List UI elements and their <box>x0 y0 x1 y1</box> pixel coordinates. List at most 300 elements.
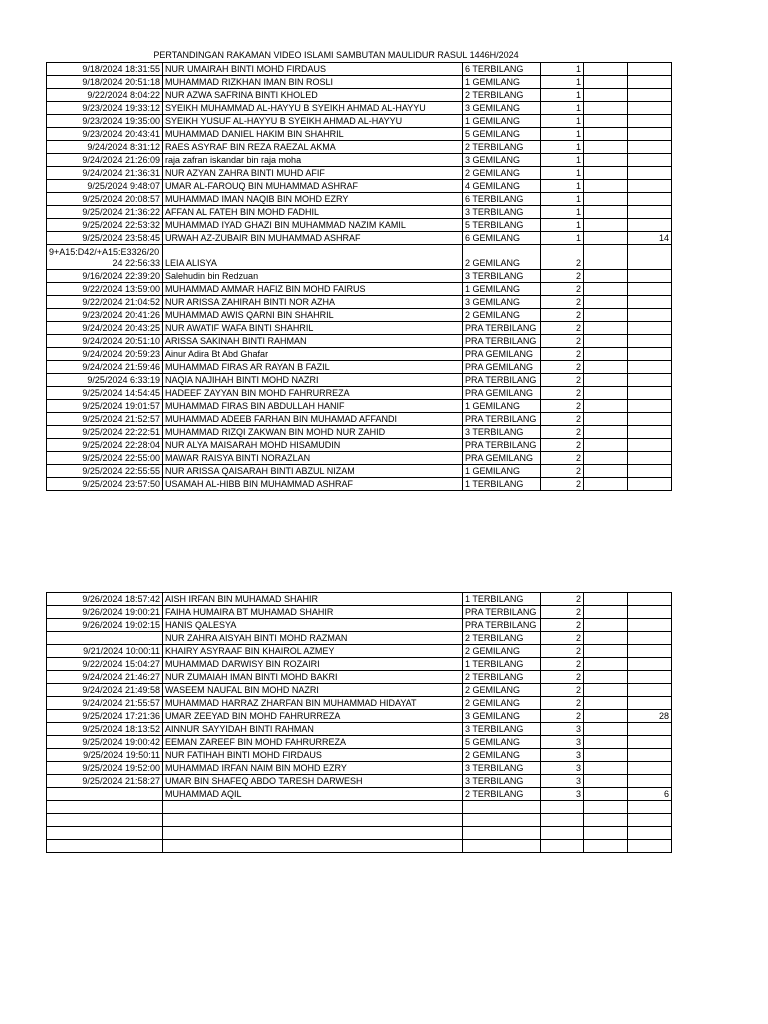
group-number-cell[interactable]: 1 <box>541 167 584 180</box>
blank-cell[interactable] <box>584 180 628 193</box>
blank-cell[interactable] <box>584 710 628 723</box>
group-number-cell[interactable]: 2 <box>541 439 584 452</box>
blank-cell[interactable] <box>584 296 628 309</box>
name-cell[interactable]: HADEEF ZAYYAN BIN MOHD FAHRURREZA <box>163 387 463 400</box>
timestamp-cell[interactable]: 9/25/2024 21:36:22 <box>47 206 163 219</box>
category-cell[interactable]: 2 GEMILANG <box>463 697 541 710</box>
blank-cell[interactable] <box>584 374 628 387</box>
blank-cell[interactable] <box>584 413 628 426</box>
blank-cell[interactable] <box>584 593 628 606</box>
group-number-cell[interactable]: 2 <box>541 245 584 270</box>
subtotal-cell[interactable] <box>628 128 672 141</box>
name-cell[interactable]: MUHAMMAD AWIS QARNI BIN SHAHRIL <box>163 309 463 322</box>
timestamp-cell[interactable] <box>47 840 163 853</box>
blank-cell[interactable] <box>584 827 628 840</box>
group-number-cell[interactable] <box>541 801 584 814</box>
blank-cell[interactable] <box>584 115 628 128</box>
name-cell[interactable]: NUR AZWA SAFRINA BINTI KHOLED <box>163 89 463 102</box>
name-cell[interactable]: NUR ARISSA QAISARAH BINTI ABZUL NIZAM <box>163 465 463 478</box>
blank-cell[interactable] <box>584 658 628 671</box>
subtotal-cell[interactable] <box>628 426 672 439</box>
timestamp-cell[interactable]: 9/22/2024 21:04:52 <box>47 296 163 309</box>
group-number-cell[interactable]: 3 <box>541 762 584 775</box>
category-cell[interactable]: 1 GEMILANG <box>463 283 541 296</box>
timestamp-cell[interactable]: 9/22/2024 15:04:27 <box>47 658 163 671</box>
group-number-cell[interactable]: 3 <box>541 736 584 749</box>
name-cell[interactable]: Ainur Adira Bt Abd Ghafar <box>163 348 463 361</box>
category-cell[interactable] <box>463 840 541 853</box>
category-cell[interactable]: 1 GEMILANG <box>463 115 541 128</box>
timestamp-cell[interactable]: 9/25/2024 23:57:50 <box>47 478 163 491</box>
blank-cell[interactable] <box>584 141 628 154</box>
category-cell[interactable]: 1 TERBILANG <box>463 593 541 606</box>
blank-cell[interactable] <box>584 167 628 180</box>
category-cell[interactable]: 3 TERBILANG <box>463 426 541 439</box>
timestamp-cell[interactable]: 9/24/2024 21:26:09 <box>47 154 163 167</box>
subtotal-cell[interactable] <box>628 413 672 426</box>
subtotal-cell[interactable] <box>628 193 672 206</box>
name-cell[interactable]: AFFAN AL FATEH BIN MOHD FADHIL <box>163 206 463 219</box>
blank-cell[interactable] <box>584 801 628 814</box>
subtotal-cell[interactable] <box>628 245 672 270</box>
blank-cell[interactable] <box>584 775 628 788</box>
name-cell[interactable]: MUHAMMAD FIRAS BIN ABDULLAH HANIF <box>163 400 463 413</box>
group-number-cell[interactable]: 2 <box>541 361 584 374</box>
blank-cell[interactable] <box>584 193 628 206</box>
name-cell[interactable]: NUR ZAHRA AISYAH BINTI MOHD RAZMAN <box>163 632 463 645</box>
blank-cell[interactable] <box>584 348 628 361</box>
subtotal-cell[interactable] <box>628 465 672 478</box>
group-number-cell[interactable]: 2 <box>541 400 584 413</box>
category-cell[interactable]: 2 GEMILANG <box>463 309 541 322</box>
category-cell[interactable]: PRA TERBILANG <box>463 322 541 335</box>
subtotal-cell[interactable] <box>628 154 672 167</box>
timestamp-cell[interactable]: 9/22/2024 8:04:22 <box>47 89 163 102</box>
category-cell[interactable]: PRA TERBILANG <box>463 374 541 387</box>
blank-cell[interactable] <box>584 245 628 270</box>
name-cell[interactable] <box>163 814 463 827</box>
group-number-cell[interactable]: 2 <box>541 309 584 322</box>
name-cell[interactable]: NUR ZUMAIAH IMAN BINTI MOHD BAKRI <box>163 671 463 684</box>
timestamp-cell[interactable]: 9/25/2024 22:55:00 <box>47 452 163 465</box>
timestamp-cell[interactable]: 9/21/2024 10:00:11 <box>47 645 163 658</box>
name-cell[interactable]: UMAR ZEEYAD BIN MOHD FAHRURREZA <box>163 710 463 723</box>
subtotal-cell[interactable] <box>628 736 672 749</box>
group-number-cell[interactable]: 3 <box>541 723 584 736</box>
blank-cell[interactable] <box>584 89 628 102</box>
timestamp-cell[interactable] <box>47 245 163 270</box>
category-cell[interactable]: 3 TERBILANG <box>463 270 541 283</box>
category-cell[interactable]: PRA TERBILANG <box>463 439 541 452</box>
category-cell[interactable]: 5 GEMILANG <box>463 128 541 141</box>
group-number-cell[interactable]: 2 <box>541 413 584 426</box>
subtotal-cell[interactable] <box>628 102 672 115</box>
group-number-cell[interactable]: 1 <box>541 154 584 167</box>
subtotal-cell[interactable] <box>628 335 672 348</box>
blank-cell[interactable] <box>584 309 628 322</box>
category-cell[interactable]: 3 GEMILANG <box>463 102 541 115</box>
subtotal-cell[interactable]: 28 <box>628 710 672 723</box>
subtotal-cell[interactable] <box>628 374 672 387</box>
category-cell[interactable]: 2 GEMILANG <box>463 245 541 270</box>
group-number-cell[interactable]: 2 <box>541 426 584 439</box>
blank-cell[interactable] <box>584 63 628 76</box>
group-number-cell[interactable]: 1 <box>541 141 584 154</box>
timestamp-cell[interactable]: 9/25/2024 21:58:27 <box>47 775 163 788</box>
subtotal-cell[interactable] <box>628 387 672 400</box>
name-cell[interactable]: RAES ASYRAF BIN REZA RAEZAL AKMA <box>163 141 463 154</box>
category-cell[interactable]: PRA GEMILANG <box>463 387 541 400</box>
timestamp-cell[interactable]: 9/24/2024 21:55:57 <box>47 697 163 710</box>
category-cell[interactable]: 2 TERBILANG <box>463 89 541 102</box>
group-number-cell[interactable]: 2 <box>541 374 584 387</box>
group-number-cell[interactable]: 1 <box>541 232 584 245</box>
subtotal-cell[interactable] <box>628 439 672 452</box>
group-number-cell[interactable]: 2 <box>541 296 584 309</box>
name-cell[interactable]: LEIA ALISYA <box>163 245 463 270</box>
timestamp-cell[interactable]: 9/26/2024 19:02:15 <box>47 619 163 632</box>
subtotal-cell[interactable] <box>628 296 672 309</box>
subtotal-cell[interactable] <box>628 671 672 684</box>
timestamp-cell[interactable]: 9/25/2024 22:28:04 <box>47 439 163 452</box>
blank-cell[interactable] <box>584 270 628 283</box>
name-cell[interactable]: SYEIKH MUHAMMAD AL-HAYYU B SYEIKH AHMAD AL-HAYYU <box>163 102 463 115</box>
subtotal-cell[interactable] <box>628 452 672 465</box>
category-cell[interactable]: 2 TERBILANG <box>463 141 541 154</box>
blank-cell[interactable] <box>584 736 628 749</box>
subtotal-cell[interactable] <box>628 619 672 632</box>
subtotal-cell[interactable] <box>628 180 672 193</box>
name-cell[interactable]: MUHAMMAD HARRAZ ZHARFAN BIN MUHAMMAD HIDAYAT <box>163 697 463 710</box>
timestamp-cell[interactable]: 9/24/2024 20:51:10 <box>47 335 163 348</box>
subtotal-cell[interactable] <box>628 400 672 413</box>
category-cell[interactable]: 2 TERBILANG <box>463 671 541 684</box>
name-cell[interactable]: MAWAR RAISYA BINTI NORAZLAN <box>163 452 463 465</box>
group-number-cell[interactable]: 3 <box>541 749 584 762</box>
blank-cell[interactable] <box>584 232 628 245</box>
group-number-cell[interactable]: 2 <box>541 335 584 348</box>
blank-cell[interactable] <box>584 478 628 491</box>
category-cell[interactable]: 1 GEMILANG <box>463 76 541 89</box>
name-cell[interactable]: NUR AZYAN ZAHRA BINTI MUHD AFIF <box>163 167 463 180</box>
group-number-cell[interactable]: 1 <box>541 206 584 219</box>
group-number-cell[interactable]: 1 <box>541 115 584 128</box>
subtotal-cell[interactable] <box>628 723 672 736</box>
category-cell[interactable] <box>463 801 541 814</box>
name-cell[interactable]: AISH IRFAN BIN MUHAMAD SHAHIR <box>163 593 463 606</box>
name-cell[interactable]: Salehudin bin Redzuan <box>163 270 463 283</box>
category-cell[interactable]: 4 GEMILANG <box>463 180 541 193</box>
subtotal-cell[interactable] <box>628 749 672 762</box>
name-cell[interactable]: UMAR AL-FAROUQ BIN MUHAMMAD ASHRAF <box>163 180 463 193</box>
blank-cell[interactable] <box>584 102 628 115</box>
blank-cell[interactable] <box>584 452 628 465</box>
timestamp-cell[interactable]: 9/18/2024 18:31:55 <box>47 63 163 76</box>
category-cell[interactable]: 6 TERBILANG <box>463 193 541 206</box>
group-number-cell[interactable]: 2 <box>541 452 584 465</box>
blank-cell[interactable] <box>584 632 628 645</box>
subtotal-cell[interactable] <box>628 658 672 671</box>
name-cell[interactable]: FAIHA HUMAIRA BT MUHAMAD SHAHIR <box>163 606 463 619</box>
timestamp-cell[interactable]: 9/26/2024 19:00:21 <box>47 606 163 619</box>
category-cell[interactable]: 2 TERBILANG <box>463 788 541 801</box>
blank-cell[interactable] <box>584 361 628 374</box>
category-cell[interactable]: 3 TERBILANG <box>463 775 541 788</box>
subtotal-cell[interactable] <box>628 684 672 697</box>
subtotal-cell[interactable] <box>628 775 672 788</box>
blank-cell[interactable] <box>584 426 628 439</box>
group-number-cell[interactable]: 3 <box>541 775 584 788</box>
name-cell[interactable]: EEMAN ZAREEF BIN MOHD FAHRURREZA <box>163 736 463 749</box>
group-number-cell[interactable]: 2 <box>541 632 584 645</box>
timestamp-cell[interactable]: 9/22/2024 13:59:00 <box>47 283 163 296</box>
timestamp-cell[interactable] <box>47 788 163 801</box>
timestamp-cell[interactable]: 9/26/2024 18:57:42 <box>47 593 163 606</box>
name-cell[interactable]: NUR AWATIF WAFA BINTI SHAHRIL <box>163 322 463 335</box>
group-number-cell[interactable]: 2 <box>541 710 584 723</box>
timestamp-cell[interactable]: 9/25/2024 19:52:00 <box>47 762 163 775</box>
timestamp-cell[interactable] <box>47 827 163 840</box>
group-number-cell[interactable]: 2 <box>541 322 584 335</box>
name-cell[interactable]: MUHAMMAD AQIL <box>163 788 463 801</box>
blank-cell[interactable] <box>584 814 628 827</box>
name-cell[interactable]: NUR ALYA MAISARAH MOHD HISAMUDIN <box>163 439 463 452</box>
name-cell[interactable]: AINNUR SAYYIDAH BINTI RAHMAN <box>163 723 463 736</box>
category-cell[interactable]: 2 GEMILANG <box>463 684 541 697</box>
name-cell[interactable]: HANIS QALESYA <box>163 619 463 632</box>
timestamp-cell[interactable]: 9/25/2024 17:21:36 <box>47 710 163 723</box>
blank-cell[interactable] <box>584 465 628 478</box>
category-cell[interactable]: 6 TERBILANG <box>463 63 541 76</box>
name-cell[interactable]: NUR FATIHAH BINTI MOHD FIRDAUS <box>163 749 463 762</box>
timestamp-cell[interactable]: 9/25/2024 14:54:45 <box>47 387 163 400</box>
name-cell[interactable]: USAMAH AL-HIBB BIN MUHAMMAD ASHRAF <box>163 478 463 491</box>
category-cell[interactable]: 3 GEMILANG <box>463 710 541 723</box>
timestamp-cell[interactable]: 9/24/2024 20:43:25 <box>47 322 163 335</box>
group-number-cell[interactable]: 1 <box>541 128 584 141</box>
timestamp-cell[interactable]: 9/25/2024 20:08:57 <box>47 193 163 206</box>
subtotal-cell[interactable] <box>628 206 672 219</box>
name-cell[interactable]: WASEEM NAUFAL BIN MOHD NAZRI <box>163 684 463 697</box>
blank-cell[interactable] <box>584 762 628 775</box>
name-cell[interactable]: UMAR BIN SHAFEQ ABDO TARESH DARWESH <box>163 775 463 788</box>
group-number-cell[interactable] <box>541 840 584 853</box>
name-cell[interactable]: MUHAMMAD DARWISY BIN ROZAIRI <box>163 658 463 671</box>
blank-cell[interactable] <box>584 788 628 801</box>
subtotal-cell[interactable] <box>628 478 672 491</box>
group-number-cell[interactable]: 1 <box>541 76 584 89</box>
subtotal-cell[interactable] <box>628 283 672 296</box>
group-number-cell[interactable]: 2 <box>541 283 584 296</box>
blank-cell[interactable] <box>584 697 628 710</box>
timestamp-cell[interactable]: 9/18/2024 20:51:18 <box>47 76 163 89</box>
category-cell[interactable]: 3 TERBILANG <box>463 206 541 219</box>
group-number-cell[interactable] <box>541 814 584 827</box>
subtotal-cell[interactable] <box>628 141 672 154</box>
group-number-cell[interactable]: 2 <box>541 645 584 658</box>
subtotal-cell[interactable] <box>628 606 672 619</box>
subtotal-cell[interactable] <box>628 645 672 658</box>
category-cell[interactable]: 1 TERBILANG <box>463 658 541 671</box>
name-cell[interactable] <box>163 840 463 853</box>
subtotal-cell[interactable] <box>628 322 672 335</box>
timestamp-cell[interactable]: 9/16/2024 22:39:20 <box>47 270 163 283</box>
category-cell[interactable]: 2 GEMILANG <box>463 167 541 180</box>
subtotal-cell[interactable] <box>628 361 672 374</box>
timestamp-cell[interactable]: 9/25/2024 9:48:07 <box>47 180 163 193</box>
group-number-cell[interactable]: 2 <box>541 270 584 283</box>
category-cell[interactable]: 3 GEMILANG <box>463 296 541 309</box>
group-number-cell[interactable]: 1 <box>541 180 584 193</box>
subtotal-cell[interactable] <box>628 762 672 775</box>
group-number-cell[interactable]: 1 <box>541 89 584 102</box>
timestamp-cell[interactable]: 9/24/2024 21:49:58 <box>47 684 163 697</box>
subtotal-cell[interactable] <box>628 115 672 128</box>
subtotal-cell[interactable] <box>628 167 672 180</box>
blank-cell[interactable] <box>584 283 628 296</box>
blank-cell[interactable] <box>584 606 628 619</box>
timestamp-cell[interactable]: 9/23/2024 19:35:00 <box>47 115 163 128</box>
category-cell[interactable]: PRA TERBILANG <box>463 413 541 426</box>
name-cell[interactable] <box>163 827 463 840</box>
name-cell[interactable]: MUHAMMAD RIZQI ZAKWAN BIN MOHD NUR ZAHID <box>163 426 463 439</box>
timestamp-cell[interactable]: 9/25/2024 22:53:32 <box>47 219 163 232</box>
group-number-cell[interactable]: 2 <box>541 348 584 361</box>
subtotal-cell[interactable] <box>628 827 672 840</box>
category-cell[interactable]: PRA GEMILANG <box>463 452 541 465</box>
blank-cell[interactable] <box>584 387 628 400</box>
subtotal-cell[interactable] <box>628 309 672 322</box>
blank-cell[interactable] <box>584 671 628 684</box>
category-cell[interactable]: 5 TERBILANG <box>463 219 541 232</box>
group-number-cell[interactable]: 1 <box>541 193 584 206</box>
timestamp-cell[interactable]: 9/25/2024 19:01:57 <box>47 400 163 413</box>
category-cell[interactable]: 1 TERBILANG <box>463 478 541 491</box>
category-cell[interactable]: PRA TERBILANG <box>463 335 541 348</box>
timestamp-cell[interactable]: 9/23/2024 19:33:12 <box>47 102 163 115</box>
category-cell[interactable]: 1 GEMILANG <box>463 400 541 413</box>
category-cell[interactable]: 3 TERBILANG <box>463 762 541 775</box>
name-cell[interactable]: NAQIA NAJIHAH BINTI MOHD NAZRI <box>163 374 463 387</box>
subtotal-cell[interactable] <box>628 840 672 853</box>
group-number-cell[interactable]: 2 <box>541 387 584 400</box>
subtotal-cell[interactable] <box>628 89 672 102</box>
group-number-cell[interactable]: 1 <box>541 219 584 232</box>
name-cell[interactable]: KHAIRY ASYRAAF BIN KHAIROL AZMEY <box>163 645 463 658</box>
blank-cell[interactable] <box>584 154 628 167</box>
name-cell[interactable]: MUHAMMAD IYAD GHAZI BIN MUHAMMAD NAZIM KAMIL <box>163 219 463 232</box>
name-cell[interactable]: NUR UMAIRAH BINTI MOHD FIRDAUS <box>163 63 463 76</box>
group-number-cell[interactable]: 2 <box>541 619 584 632</box>
timestamp-cell[interactable]: 9/24/2024 21:36:31 <box>47 167 163 180</box>
subtotal-cell[interactable] <box>628 593 672 606</box>
name-cell[interactable]: URWAH AZ-ZUBAIR BIN MUHAMMAD ASHRAF <box>163 232 463 245</box>
name-cell[interactable]: MUHAMMAD ADEEB FARHAN BIN MUHAMAD AFFANDI <box>163 413 463 426</box>
category-cell[interactable]: 3 TERBILANG <box>463 723 541 736</box>
group-number-cell[interactable]: 3 <box>541 788 584 801</box>
name-cell[interactable]: ARISSA SAKINAH BINTI RAHMAN <box>163 335 463 348</box>
name-cell[interactable]: NUR ARISSA ZAHIRAH BINTI NOR AZHA <box>163 296 463 309</box>
category-cell[interactable]: PRA GEMILANG <box>463 348 541 361</box>
blank-cell[interactable] <box>584 335 628 348</box>
category-cell[interactable]: 6 GEMILANG <box>463 232 541 245</box>
timestamp-cell[interactable]: 9/24/2024 8:31:12 <box>47 141 163 154</box>
category-cell[interactable]: 1 GEMILANG <box>463 465 541 478</box>
name-cell[interactable]: raja zafran iskandar bin raja moha <box>163 154 463 167</box>
timestamp-cell[interactable]: 9/24/2024 21:46:27 <box>47 671 163 684</box>
subtotal-cell[interactable] <box>628 76 672 89</box>
timestamp-cell[interactable]: 9/25/2024 23:58:45 <box>47 232 163 245</box>
group-number-cell[interactable]: 2 <box>541 593 584 606</box>
group-number-cell[interactable]: 2 <box>541 658 584 671</box>
timestamp-cell[interactable]: 9/24/2024 21:59:46 <box>47 361 163 374</box>
blank-cell[interactable] <box>584 206 628 219</box>
group-number-cell[interactable]: 2 <box>541 697 584 710</box>
subtotal-cell[interactable] <box>628 697 672 710</box>
name-cell[interactable]: MUHAMMAD FIRAS AR RAYAN B FAZIL <box>163 361 463 374</box>
blank-cell[interactable] <box>584 128 628 141</box>
timestamp-cell[interactable]: 9/25/2024 6:33:19 <box>47 374 163 387</box>
subtotal-cell[interactable] <box>628 632 672 645</box>
timestamp-cell[interactable]: 9/23/2024 20:43:41 <box>47 128 163 141</box>
timestamp-cell[interactable]: 9/25/2024 21:52:57 <box>47 413 163 426</box>
name-cell[interactable]: MUHAMMAD AMMAR HAFIZ BIN MOHD FAIRUS <box>163 283 463 296</box>
blank-cell[interactable] <box>584 219 628 232</box>
category-cell[interactable]: PRA TERBILANG <box>463 619 541 632</box>
group-number-cell[interactable]: 2 <box>541 478 584 491</box>
group-number-cell[interactable]: 1 <box>541 63 584 76</box>
timestamp-cell[interactable] <box>47 814 163 827</box>
subtotal-cell[interactable] <box>628 63 672 76</box>
subtotal-cell[interactable]: 14 <box>628 232 672 245</box>
group-number-cell[interactable]: 2 <box>541 465 584 478</box>
name-cell[interactable]: MUHAMMAD DANIEL HAKIM BIN SHAHRIL <box>163 128 463 141</box>
name-cell[interactable]: MUHAMMAD RIZKHAN IMAN BIN ROSLI <box>163 76 463 89</box>
timestamp-cell[interactable] <box>47 632 163 645</box>
timestamp-cell[interactable]: 9/25/2024 19:00:42 <box>47 736 163 749</box>
group-number-cell[interactable]: 1 <box>541 102 584 115</box>
subtotal-cell[interactable] <box>628 348 672 361</box>
blank-cell[interactable] <box>584 684 628 697</box>
group-number-cell[interactable] <box>541 827 584 840</box>
blank-cell[interactable] <box>584 400 628 413</box>
subtotal-cell[interactable] <box>628 801 672 814</box>
timestamp-cell[interactable]: 9/25/2024 22:55:55 <box>47 465 163 478</box>
blank-cell[interactable] <box>584 439 628 452</box>
timestamp-cell[interactable]: 9/24/2024 20:59:23 <box>47 348 163 361</box>
category-cell[interactable]: 3 GEMILANG <box>463 154 541 167</box>
category-cell[interactable]: 2 TERBILANG <box>463 632 541 645</box>
category-cell[interactable]: 2 GEMILANG <box>463 645 541 658</box>
group-number-cell[interactable]: 2 <box>541 606 584 619</box>
blank-cell[interactable] <box>584 840 628 853</box>
group-number-cell[interactable]: 2 <box>541 671 584 684</box>
timestamp-cell[interactable]: 9/25/2024 22:22:51 <box>47 426 163 439</box>
timestamp-cell[interactable]: 9/25/2024 18:13:52 <box>47 723 163 736</box>
category-cell[interactable] <box>463 827 541 840</box>
blank-cell[interactable] <box>584 322 628 335</box>
timestamp-cell[interactable]: 9/23/2024 20:41:26 <box>47 309 163 322</box>
timestamp-cell[interactable]: 9/25/2024 19:50:11 <box>47 749 163 762</box>
subtotal-cell[interactable] <box>628 814 672 827</box>
blank-cell[interactable] <box>584 723 628 736</box>
category-cell[interactable] <box>463 814 541 827</box>
name-cell[interactable]: MUHAMMAD IMAN NAQIB BIN MOHD EZRY <box>163 193 463 206</box>
subtotal-cell[interactable]: 6 <box>628 788 672 801</box>
blank-cell[interactable] <box>584 619 628 632</box>
category-cell[interactable]: PRA GEMILANG <box>463 361 541 374</box>
blank-cell[interactable] <box>584 645 628 658</box>
